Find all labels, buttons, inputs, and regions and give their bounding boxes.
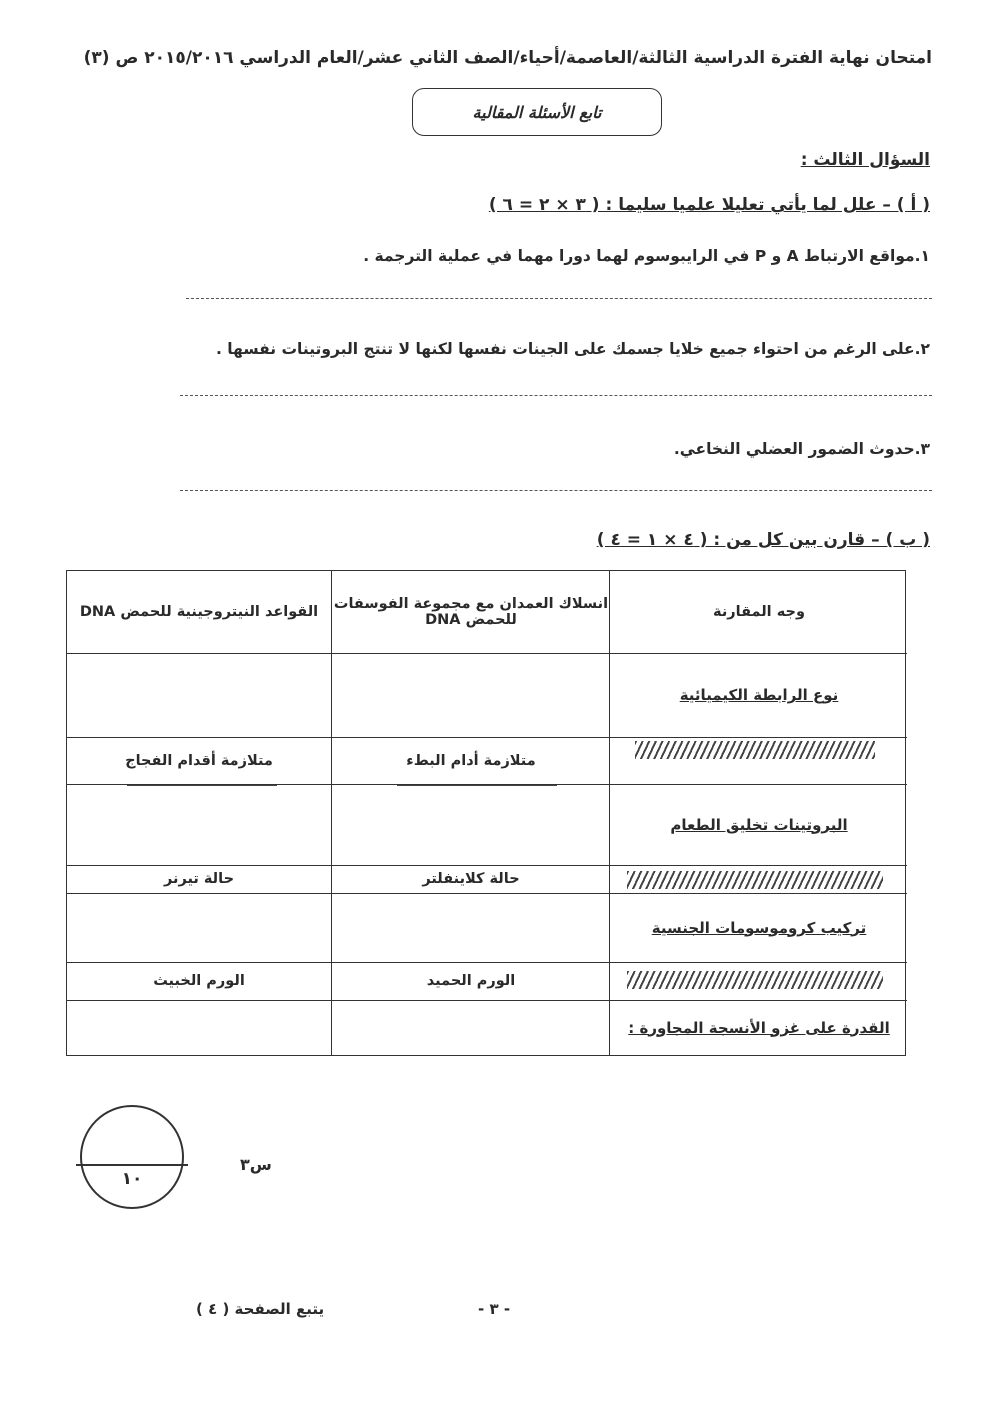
section-title-box xyxy=(412,88,662,136)
table-header-col2: انسلاك العمدان مع مجموعة الفوسفات للحمض DNA xyxy=(333,596,609,628)
table-cell-answer[interactable] xyxy=(333,653,609,737)
table-row-label: نوع الرابطة الكيميائية xyxy=(679,686,839,704)
grade-value: ١٠ xyxy=(121,1169,143,1189)
question-item-1: ١.مواقع الارتباط A و P في الرايبوسوم لهما دورا مهما في عملية الترجمة . xyxy=(363,247,930,265)
question-reference: س٣ xyxy=(240,1155,272,1174)
table-header-col3: القواعد النيتروجينية للحمض DNA xyxy=(79,604,319,620)
table-cell-item: حالة كلاينفلتر xyxy=(422,871,520,887)
grade-circle xyxy=(80,1105,184,1209)
table-row-label: القدرة على غزو الأنسجة المجاورة : xyxy=(628,1018,890,1037)
table-row-label: البروتينات تخليق الطعام xyxy=(670,815,848,834)
comparison-table xyxy=(66,570,906,1056)
hatched-cell xyxy=(627,871,883,889)
question-item-2: ٢.على الرغم من احتواء جميع خلايا جسمك على الجينات نفسها لكنها لا تنتج البروتينات نفسها . xyxy=(216,340,930,358)
table-cell-item: حالة تيرنر xyxy=(163,871,235,887)
question-title: السؤال الثالث : xyxy=(800,150,930,170)
table-cell-answer[interactable] xyxy=(333,784,609,865)
table-cell-answer[interactable] xyxy=(67,784,331,865)
table-cell-item: الورم الخبيث xyxy=(153,973,245,989)
table-col-divider xyxy=(331,571,332,1055)
page-number: - ٣ - xyxy=(478,1300,511,1318)
table-row-label: تركيب كروموسومات الجنسية xyxy=(651,918,867,937)
table-col-divider xyxy=(609,571,610,1055)
grade-divider xyxy=(76,1164,188,1166)
hatched-cell xyxy=(635,741,875,759)
section-title: تابع الأسئلة المقالية xyxy=(472,102,602,122)
table-cell-answer[interactable] xyxy=(67,1000,331,1055)
question-item-3: ٣.حدوث الضمور العضلي النخاعي. xyxy=(673,440,930,458)
table-cell-item: الورم الحميد xyxy=(426,973,516,989)
exam-header: امتحان نهاية الفترة الدراسية الثالثة/العاصمة/أحياء/الصف الثاني عشر/العام الدراسي ٢٠١٥/٢٠١٦ ص (٣) xyxy=(83,48,932,68)
table-header-aspect: وجه المقارنة xyxy=(713,604,805,620)
table-cell-item: متلازمة أقدام الفجاج xyxy=(125,752,273,769)
answer-line-3[interactable] xyxy=(180,490,932,491)
table-cell-answer[interactable] xyxy=(333,1000,609,1055)
answer-line-2[interactable] xyxy=(180,395,932,396)
table-cell-item: متلازمة أدام البطء xyxy=(406,752,536,769)
continue-note: يتبع الصفحة ( ٤ ) xyxy=(196,1300,325,1318)
part-a-heading: ( أ ) – علل لما يأتي تعليلا علميا سليما : ( ٣ × ٢ = ٦ ) xyxy=(488,195,930,215)
part-b-heading: ( ب ) – قارن بين كل من : ( ٤ × ١ = ٤ ) xyxy=(596,530,930,550)
hatched-cell xyxy=(627,971,883,989)
table-cell-answer[interactable] xyxy=(67,653,331,737)
table-cell-answer[interactable] xyxy=(333,893,609,962)
table-cell-answer[interactable] xyxy=(67,893,331,962)
answer-line-1[interactable] xyxy=(186,298,932,299)
